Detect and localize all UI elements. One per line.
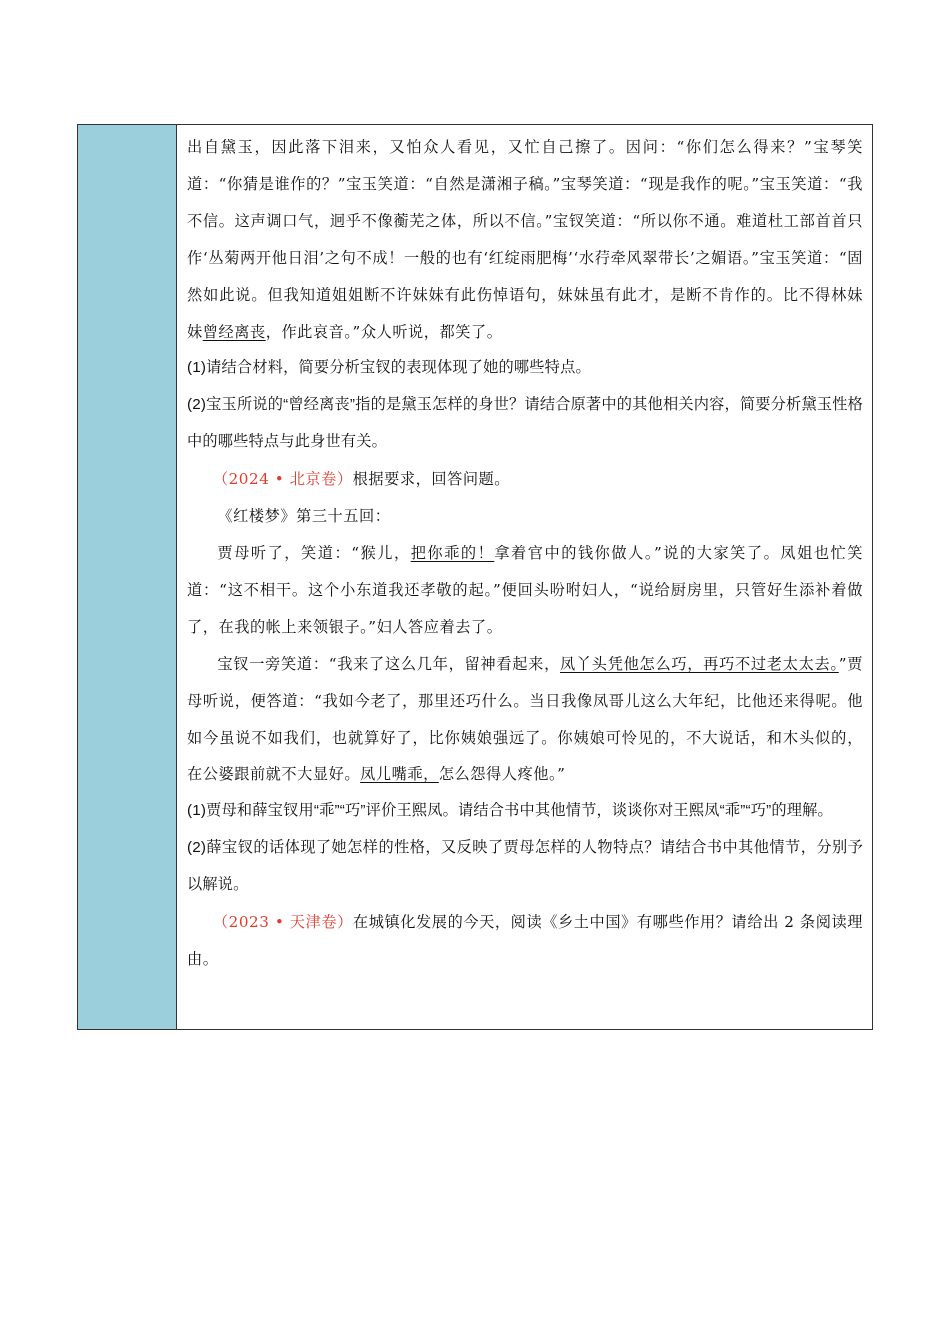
chapter-title: 《红楼梦》第三十五回： (217, 507, 391, 526)
question-1-1: (1)请结合材料，简要分析宝钗的表现体现了她的哪些特点。 (187, 359, 591, 377)
source-close-paren: ） (337, 913, 353, 932)
source-open-paren: （ (212, 913, 229, 932)
question-table (77, 124, 873, 1030)
source-line-2024 (187, 461, 863, 498)
question-2-1: (1)贾母和薛宝钗用“乖”“巧”评价王熙凤。请结合书中其他情节，谈谈你对王熙凤“乖”“巧”的理解。 (187, 802, 833, 820)
underlined-phrase: 把你乖的！ (410, 543, 495, 562)
source-label-2023: 2023 • 天津卷 (228, 913, 338, 932)
question-3-text: 在城镇化发展的今天，阅读《乡土中国》有哪些作用？请给出 2 条阅读理由。 (187, 913, 863, 968)
underlined-phrase: 凤儿嘴乖， (360, 765, 439, 784)
source-open-paren: （ (212, 470, 229, 489)
underlined-phrase: 凤丫头凭他怎么巧，再巧不过老太太去。 (559, 654, 839, 673)
question-3 (187, 904, 863, 978)
passage-1: 出自黛玉，因此落下泪来，又怕众人看见，又忙自己擦了。因问：“你们怎么得来？”宝琴笑道：“你猜是谁作的？”宝玉笑道：“自然是潇湘子稿。”宝琴笑道：“现是我作的呢。”宝玉笑道：“我不信。这声调口气，迥乎不像蘅芜之体，所以不信。”宝钗笑道：“所以你不通。难道杜工部首首只作‘丛菊两开他日泪’之句不成！一般的也有‘红绽雨肥梅’‘水荇牵风翠带长’之媚语。”宝玉笑道：“固然如此说。但我知道姐姐断不许妹妹有此伤悼语句，妹妹虽有此才，是断不肯作的。比不得林妹妹曾经离丧，作此哀音。”众人听说，都笑了。 (187, 138, 863, 341)
passage-2-para-1: 贾母听了，笑道：“猴儿，把你乖的！拿着官中的钱你做人。”说的大家笑了。凤姐也忙笑道：“这不相干。这个小东道我还孝敬的起。”便回头吩咐妇人，“说给厨房里，只管好生添补着做了，在我的帐上来领银子。”妇人答应着去了。 (187, 543, 864, 636)
question-2-2: (2)薛宝钗的话体现了她怎样的性格，又反映了贾母怎样的人物特点？请结合书中其他情节，分别予以解说。 (187, 839, 863, 894)
source-close-paren: ） (336, 470, 353, 489)
source-label-2024: 2024 • 北京卷 (228, 470, 337, 489)
underlined-phrase: 曾经离丧 (202, 322, 266, 341)
content-column (177, 125, 872, 1029)
instruction: 根据要求，回答问题。 (352, 470, 511, 489)
side-column (78, 125, 177, 1029)
question-1-2: (2)宝玉所说的“曾经离丧”指的是黛玉怎样的身世？请结合原著中的其他相关内容，简要分析黛玉性格中的哪些特点与此身世有关。 (187, 396, 863, 451)
passage-2-para-2: 宝钗一旁笑道：“我来了这么几年，留神看起来，凤丫头凭他怎么巧，再巧不过老太太去。”贾母听说，便答道：“我如今老了，那里还巧什么。当日我像凤哥儿这么大年纪，比他还来得呢。他如今虽说不如我们，也就算好了，比你姨娘强远了。你姨娘可怜见的，不大说话，和木头似的，在公婆跟前就不大显好。凤儿嘴乖，怎么怨得人疼他。” (187, 654, 863, 784)
